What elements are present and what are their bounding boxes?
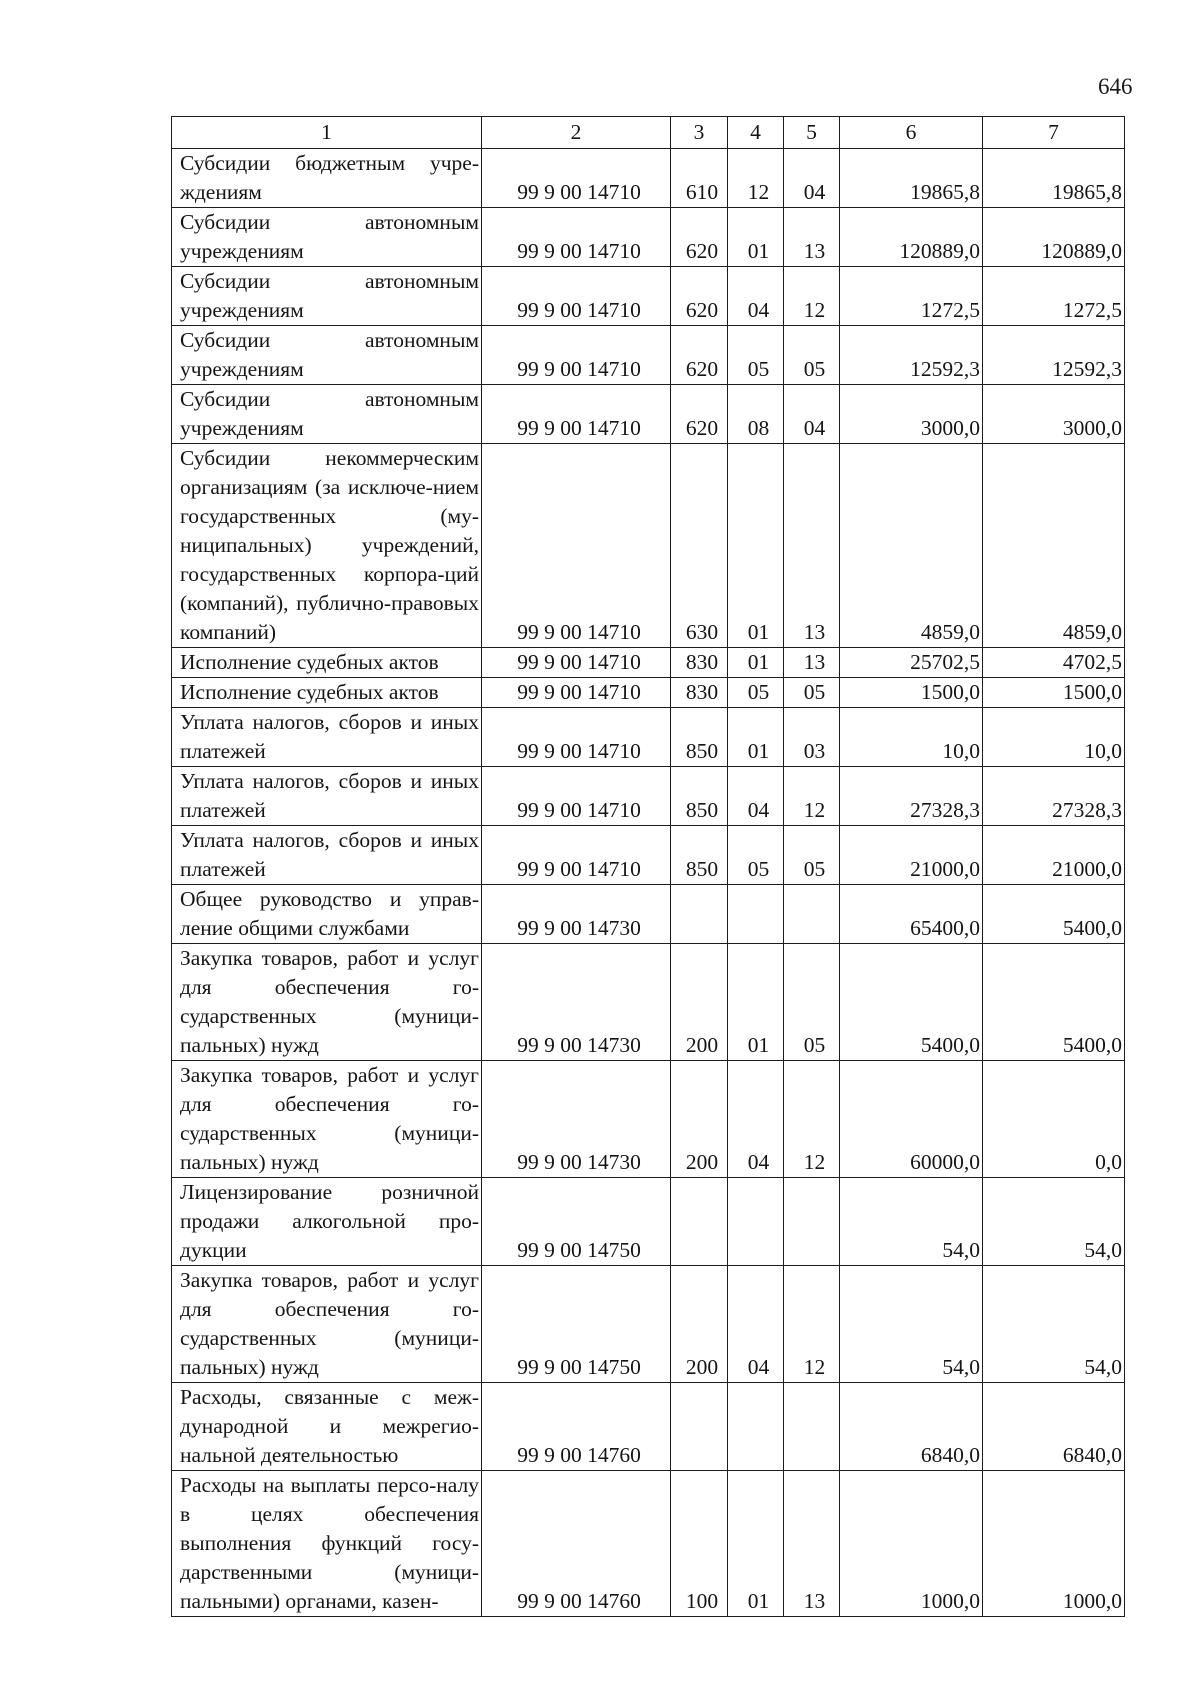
- section-cell: 01: [728, 208, 784, 267]
- target-code-cell: 99 9 00 14710: [482, 678, 671, 708]
- amount-cell: 25702,5: [840, 648, 983, 678]
- section-cell: 01: [728, 1471, 784, 1617]
- column-header: 6: [840, 117, 983, 149]
- amount-cell: 6840,0: [983, 1383, 1125, 1471]
- target-code-cell: 99 9 00 14760: [482, 1383, 671, 1471]
- amount-cell: 0,0: [983, 1061, 1125, 1178]
- amount-cell: 19865,8: [983, 149, 1125, 208]
- subsection-cell: 12: [784, 1061, 840, 1178]
- amount-cell: 27328,3: [983, 767, 1125, 826]
- expense-type-cell: 100: [671, 1471, 728, 1617]
- expense-type-cell: 850: [671, 767, 728, 826]
- section-cell: 01: [728, 648, 784, 678]
- subsection-cell: [784, 1178, 840, 1266]
- expense-name-cell: Уплата налогов, сборов и иных платежей: [172, 826, 482, 885]
- header-row: [172, 117, 1125, 149]
- subsection-cell: 12: [784, 1266, 840, 1383]
- table-row: [172, 444, 1125, 648]
- table-row: [172, 944, 1125, 1061]
- target-code-cell: 99 9 00 14710: [482, 767, 671, 826]
- table-row: [172, 1266, 1125, 1383]
- target-code-cell: 99 9 00 14710: [482, 826, 671, 885]
- table-row: [172, 826, 1125, 885]
- amount-cell: 54,0: [840, 1178, 983, 1266]
- expense-name-cell: Субсидии автономным учреждениям: [172, 208, 482, 267]
- amount-cell: 1500,0: [983, 678, 1125, 708]
- table-row: [172, 1178, 1125, 1266]
- target-code-cell: 99 9 00 14710: [482, 267, 671, 326]
- amount-cell: 120889,0: [983, 208, 1125, 267]
- budget-table: [171, 116, 1125, 1617]
- table-row: [172, 678, 1125, 708]
- table-row: [172, 885, 1125, 944]
- subsection-cell: 13: [784, 648, 840, 678]
- section-cell: 01: [728, 944, 784, 1061]
- table-row: [172, 648, 1125, 678]
- subsection-cell: 05: [784, 678, 840, 708]
- subsection-cell: 03: [784, 708, 840, 767]
- section-cell: [728, 1178, 784, 1266]
- amount-cell: 6840,0: [840, 1383, 983, 1471]
- amount-cell: 54,0: [840, 1266, 983, 1383]
- amount-cell: 12592,3: [983, 326, 1125, 385]
- expense-name-cell: Субсидии некоммерческим организациям (за исключе-нием государственных (му-ниципальных) учреждений, государственных корпора-ций (компаний), публично-правовых компаний): [172, 444, 482, 648]
- expense-name-cell: Расходы на выплаты персо-налу в целях обеспечения выполнения функций госу-дарственными (муници-пальными) органами, казен-: [172, 1471, 482, 1617]
- expense-type-cell: 200: [671, 944, 728, 1061]
- expense-name-cell: Субсидии бюджетным учре-ждениям: [172, 149, 482, 208]
- column-header: 2: [482, 117, 671, 149]
- table-row: [172, 1061, 1125, 1178]
- amount-cell: 3000,0: [840, 385, 983, 444]
- expense-type-cell: [671, 1178, 728, 1266]
- expense-name-cell: Закупка товаров, работ и услуг для обеспечения го-сударственных (муници-пальных) нужд: [172, 944, 482, 1061]
- amount-cell: 65400,0: [840, 885, 983, 944]
- amount-cell: 1272,5: [840, 267, 983, 326]
- expense-name-cell: Закупка товаров, работ и услуг для обеспечения го-сударственных (муници-пальных) нужд: [172, 1061, 482, 1178]
- target-code-cell: 99 9 00 14710: [482, 208, 671, 267]
- table-row: [172, 326, 1125, 385]
- amount-cell: 60000,0: [840, 1061, 983, 1178]
- expense-type-cell: 850: [671, 826, 728, 885]
- section-cell: 05: [728, 826, 784, 885]
- column-header: 5: [784, 117, 840, 149]
- table-row: [172, 1383, 1125, 1471]
- subsection-cell: [784, 885, 840, 944]
- expense-name-cell: Общее руководство и управ-ление общими службами: [172, 885, 482, 944]
- amount-cell: 19865,8: [840, 149, 983, 208]
- table-row: [172, 267, 1125, 326]
- amount-cell: 4859,0: [840, 444, 983, 648]
- target-code-cell: 99 9 00 14710: [482, 708, 671, 767]
- section-cell: 12: [728, 149, 784, 208]
- amount-cell: 1272,5: [983, 267, 1125, 326]
- table-row: [172, 208, 1125, 267]
- target-code-cell: 99 9 00 14760: [482, 1471, 671, 1617]
- table-row: [172, 708, 1125, 767]
- table-row: [172, 385, 1125, 444]
- subsection-cell: 12: [784, 267, 840, 326]
- column-header: 4: [728, 117, 784, 149]
- expense-type-cell: 620: [671, 208, 728, 267]
- amount-cell: 54,0: [983, 1178, 1125, 1266]
- amount-cell: 5400,0: [983, 885, 1125, 944]
- target-code-cell: 99 9 00 14750: [482, 1178, 671, 1266]
- expense-type-cell: 620: [671, 385, 728, 444]
- amount-cell: 21000,0: [983, 826, 1125, 885]
- amount-cell: 1000,0: [983, 1471, 1125, 1617]
- expense-type-cell: 620: [671, 267, 728, 326]
- expense-name-cell: Лицензирование розничной продажи алкогольной про-дукции: [172, 1178, 482, 1266]
- section-cell: [728, 885, 784, 944]
- section-cell: 04: [728, 767, 784, 826]
- column-header: 1: [172, 117, 482, 149]
- expense-type-cell: [671, 1383, 728, 1471]
- expense-name-cell: Расходы, связанные с меж-дународной и межрегио-нальной деятельностью: [172, 1383, 482, 1471]
- expense-name-cell: Исполнение судебных актов: [172, 678, 482, 708]
- amount-cell: 1500,0: [840, 678, 983, 708]
- target-code-cell: 99 9 00 14710: [482, 385, 671, 444]
- target-code-cell: 99 9 00 14730: [482, 944, 671, 1061]
- expense-type-cell: [671, 885, 728, 944]
- page-number: 646: [1098, 74, 1133, 99]
- target-code-cell: 99 9 00 14750: [482, 1266, 671, 1383]
- subsection-cell: 13: [784, 1471, 840, 1617]
- amount-cell: 21000,0: [840, 826, 983, 885]
- table-body: [172, 149, 1125, 1617]
- expense-type-cell: 630: [671, 444, 728, 648]
- target-code-cell: 99 9 00 14710: [482, 149, 671, 208]
- expense-name-cell: Субсидии автономным учреждениям: [172, 385, 482, 444]
- expense-type-cell: 620: [671, 326, 728, 385]
- subsection-cell: 04: [784, 149, 840, 208]
- amount-cell: 120889,0: [840, 208, 983, 267]
- section-cell: [728, 1383, 784, 1471]
- subsection-cell: 13: [784, 208, 840, 267]
- target-code-cell: 99 9 00 14730: [482, 885, 671, 944]
- expense-name-cell: Уплата налогов, сборов и иных платежей: [172, 767, 482, 826]
- expense-type-cell: 850: [671, 708, 728, 767]
- amount-cell: 5400,0: [840, 944, 983, 1061]
- section-cell: 05: [728, 326, 784, 385]
- subsection-cell: 13: [784, 444, 840, 648]
- amount-cell: 5400,0: [983, 944, 1125, 1061]
- subsection-cell: 05: [784, 826, 840, 885]
- amount-cell: 54,0: [983, 1266, 1125, 1383]
- table-row: [172, 1471, 1125, 1617]
- section-cell: 05: [728, 678, 784, 708]
- expense-name-cell: Исполнение судебных актов: [172, 648, 482, 678]
- amount-cell: 27328,3: [840, 767, 983, 826]
- section-cell: 04: [728, 1266, 784, 1383]
- section-cell: 04: [728, 1061, 784, 1178]
- amount-cell: 1000,0: [840, 1471, 983, 1617]
- expense-name-cell: Субсидии автономным учреждениям: [172, 326, 482, 385]
- section-cell: 08: [728, 385, 784, 444]
- subsection-cell: 12: [784, 767, 840, 826]
- expense-type-cell: 200: [671, 1266, 728, 1383]
- column-header: 7: [983, 117, 1125, 149]
- subsection-cell: 05: [784, 326, 840, 385]
- target-code-cell: 99 9 00 14710: [482, 444, 671, 648]
- amount-cell: 10,0: [983, 708, 1125, 767]
- subsection-cell: 05: [784, 944, 840, 1061]
- expense-type-cell: 830: [671, 678, 728, 708]
- table-row: [172, 149, 1125, 208]
- section-cell: 01: [728, 708, 784, 767]
- table-row: [172, 767, 1125, 826]
- amount-cell: 4702,5: [983, 648, 1125, 678]
- column-header: 3: [671, 117, 728, 149]
- expense-type-cell: 610: [671, 149, 728, 208]
- section-cell: 04: [728, 267, 784, 326]
- amount-cell: 10,0: [840, 708, 983, 767]
- expense-name-cell: Закупка товаров, работ и услуг для обеспечения го-сударственных (муници-пальных) нужд: [172, 1266, 482, 1383]
- section-cell: 01: [728, 444, 784, 648]
- expense-type-cell: 200: [671, 1061, 728, 1178]
- amount-cell: 3000,0: [983, 385, 1125, 444]
- expense-name-cell: Субсидии автономным учреждениям: [172, 267, 482, 326]
- expense-type-cell: 830: [671, 648, 728, 678]
- expense-name-cell: Уплата налогов, сборов и иных платежей: [172, 708, 482, 767]
- target-code-cell: 99 9 00 14710: [482, 326, 671, 385]
- target-code-cell: 99 9 00 14730: [482, 1061, 671, 1178]
- amount-cell: 12592,3: [840, 326, 983, 385]
- target-code-cell: 99 9 00 14710: [482, 648, 671, 678]
- subsection-cell: [784, 1383, 840, 1471]
- amount-cell: 4859,0: [983, 444, 1125, 648]
- subsection-cell: 04: [784, 385, 840, 444]
